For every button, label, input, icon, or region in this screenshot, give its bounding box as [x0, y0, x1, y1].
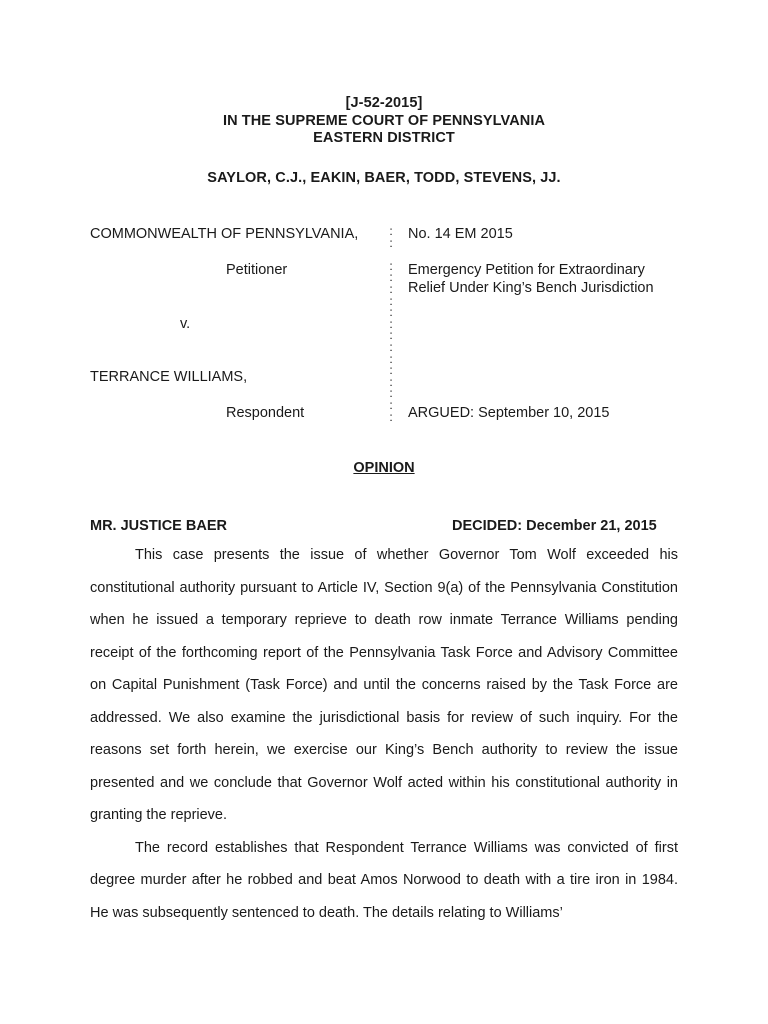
justices-list: SAYLOR, C.J., EAKIN, BAER, TODD, STEVENS, JJ.	[207, 170, 561, 186]
court-name: IN THE SUPREME COURT OF PENNSYLVANIA	[222, 113, 546, 129]
district-name: EASTERN DISTRICT	[313, 130, 455, 146]
opinion-title-text: OPINION	[353, 460, 415, 476]
versus-label: v.	[180, 316, 191, 332]
respondent-name: TERRANCE WILLIAMS,	[90, 369, 248, 385]
decided-date: DECIDED: December 21, 2015	[452, 518, 657, 534]
petition-type-line2: Relief Under King’s Bench Jurisdiction	[408, 280, 654, 296]
opinion-author: MR. JUSTICE BAER	[90, 518, 227, 534]
argued-date: ARGUED: September 10, 2015	[408, 405, 610, 421]
petitioner-role: Petitioner	[226, 262, 288, 278]
petitioner-name: COMMONWEALTH OF PENNSYLVANIA,	[90, 226, 359, 242]
opinion-body	[90, 539, 678, 929]
respondent-role: Respondent	[226, 405, 305, 421]
paragraph: This case presents the issue of whether Governor Tom Wolf exceeded his constitutional authority pursuant to Article IV, Section 9(a) of the Pennsylvania Constitution when he issued a temporary reprieve to death row inmate Terrance Williams pending receipt of the forthcoming report of the Pennsylvania Task Force and Advisory Committee on Capital Punishment (Task Force) and until the concerns raised by the Task Force are addressed. We also examine the jurisdictional basis for review of such inquiry. For the reasons set forth herein, we exercise our King’s Bench authority to review the issue presented and we conclude that Governor Wolf acted within his constitutional authority in granting the reprieve.	[90, 547, 678, 823]
opinion-title	[0, 460, 768, 476]
paragraph: The record establishes that Respondent Terrance Williams was convicted of first degree murder after he robbed and beat Amos Norwood to death with a tire iron in 1984. He was subsequently sentenced to death. The details relating to Williams’	[90, 839, 678, 921]
docket-number: [J-52-2015]	[345, 95, 423, 111]
case-number: No. 14 EM 2015	[408, 226, 513, 242]
caption-colon-divider: : : : : : : : : : : : : : : : :	[389, 224, 393, 424]
petition-type-line1: Emergency Petition for Extraordinary	[408, 262, 645, 278]
